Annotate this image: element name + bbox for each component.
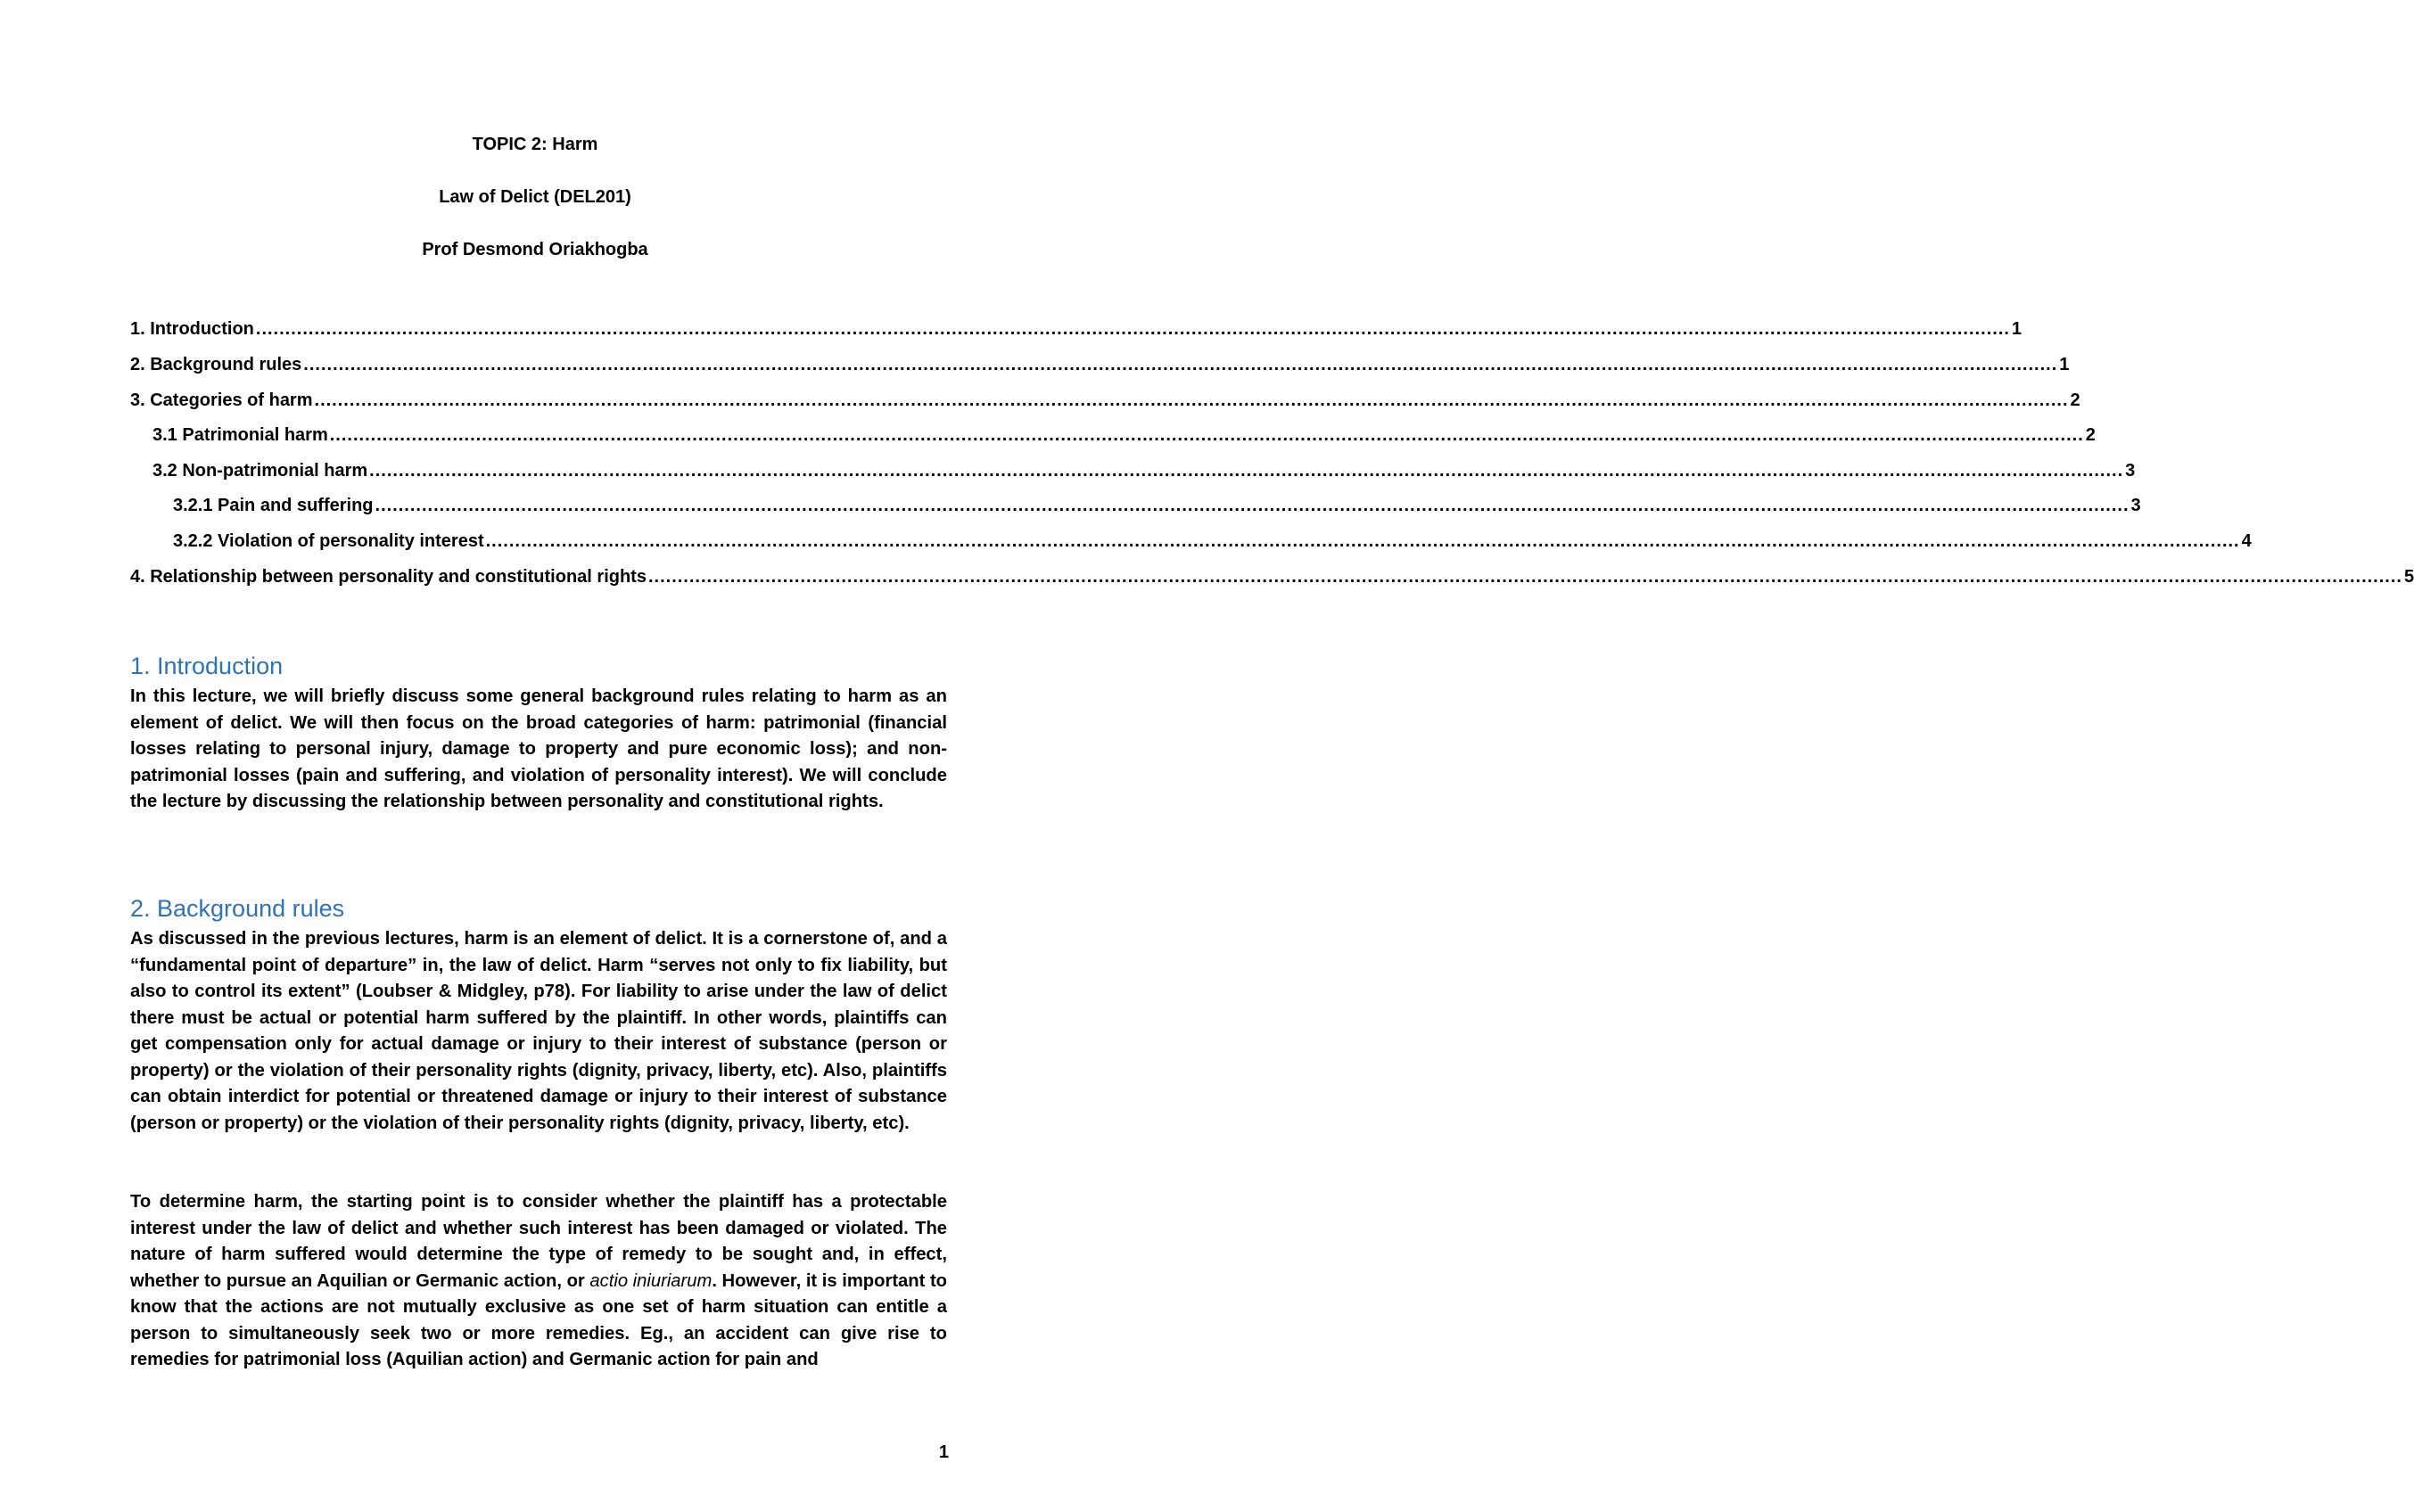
toc-entry-text: 3. Categories of harm [130,390,313,410]
paragraph-text: To determine harm, the starting point is to consider whether the plaintiff has a protectable interest under the law of delict and whether such interest has been damaged or violated. The nature of harm suffered would determine the type of remedy to be sought and, in effect, whether to pursue an Aquilian or Germanic action, or [130,1192,947,1291]
toc-entry-page: 1 [2059,355,2070,374]
toc-entry-categories-of-harm[interactable] [130,389,2080,412]
introduction-paragraph: In this lecture, we will briefly discuss some general background rules relating to harm as an element of delict. We will then focus on the broad categories of harm: patrimonial (financial losses relating to personal injury, damage to property and pure economic loss); and non-patrimonial losses (pain and suffering, and violation of personality interest). We will conclude the lecture by discussing the relationship between personality and constitutional rights. [130,686,947,811]
italic-term: actio iniuriarum [589,1270,713,1291]
section-heading-background-rules: 2. Background rules [130,895,345,922]
toc-entry-text: 3.1 Patrimonial harm [152,425,328,445]
section-heading-introduction: 1. Introduction [130,653,284,679]
toc-entry-page: 4 [2241,531,2252,551]
toc-entry-background-rules[interactable] [130,353,2070,376]
toc-entry-text: 1. Introduction [130,319,254,339]
toc-entry-text: 2. Background rules [130,355,302,374]
toc-entry-patrimonial-harm[interactable] [152,423,2096,447]
toc-entry-personality-and-constitutional-rights[interactable] [130,565,2414,588]
toc-entry-page: 3 [2130,496,2141,515]
toc-entry-text: 3.2.1 Pain and suffering [173,496,374,515]
toc-entry-page: 5 [2403,567,2414,587]
toc-leader-dots: ............................................................................................................................................................................................................................................................................................................ [329,425,2084,445]
toc-entry-page: 2 [2070,390,2080,410]
toc-leader-dots: ............................................................................................................................................................................................................................................................................................................ [314,390,2069,410]
background-paragraph-1: As discussed in the previous lectures, harm is an element of delict. It is a cornerstone of, and a “fundamental point of departure” in, the law of delict. Harm “serves not only to fix liability, but also to control its extent” (Loubser & Midgley, p78). For liability to arise under the law of delict there must be actual or potential harm suffered by the plaintiff. In other words, plaintiffs can get compensation only for actual damage or injury to their interest of substance (person or property) or the violation of their personality rights (dignity, privacy, liberty, etc). Also, plaintiffs can obtain interdict for potential or threatened damage or injury to their interest of substance (person or property) or the violation of their personality rights (dignity, privacy, liberty, etc). [130,929,947,1133]
toc-entry-introduction[interactable] [130,317,2023,341]
toc-entry-page: 2 [2085,425,2096,445]
toc-leader-dots: ............................................................................................................................................................................................................................................................................................................ [303,355,2058,374]
paragraph-text: . However, it is important to know that the actions are not mutually exclusive as one set of harm situation can entitle a person to simultaneously seek two or more remedies. Eg., an accident can give rise to remedies for patrimonial loss (Aquilian action) and Germanic action for pain and [130,1270,948,1369]
toc-entry-text: 4. Relationship between personality and constitutional rights [130,567,647,587]
toc-leader-dots: ............................................................................................................................................................................................................................................................................................................ [647,567,2402,587]
toc-entry-text: 3.2 Non-patrimonial harm [152,461,368,481]
author-name: Prof Desmond Oriakhogba [422,240,648,259]
toc-entry-non-patrimonial-harm[interactable] [152,459,2136,482]
toc-entry-violation-of-personality-interest[interactable] [173,530,2252,553]
course-title: Law of Delict (DEL201) [439,187,631,207]
page-number: 1 [938,1442,949,1462]
topic-title: TOPIC 2: Harm [472,135,598,154]
toc-entry-pain-and-suffering[interactable] [173,494,2141,517]
toc-entry-page: 1 [2011,319,2023,339]
toc-leader-dots: ............................................................................................................................................................................................................................................................................................................ [255,319,2010,339]
toc-entry-text: 3.2.2 Violation of personality interest [173,531,484,551]
toc-leader-dots: ............................................................................................................................................................................................................................................................................................................ [369,461,2124,481]
toc-entry-page: 3 [2125,461,2136,481]
toc-leader-dots: ............................................................................................................................................................................................................................................................................................................ [485,531,2240,551]
toc-leader-dots: ............................................................................................................................................................................................................................................................................................................ [375,496,2130,515]
background-paragraph-2 [130,1189,947,1374]
